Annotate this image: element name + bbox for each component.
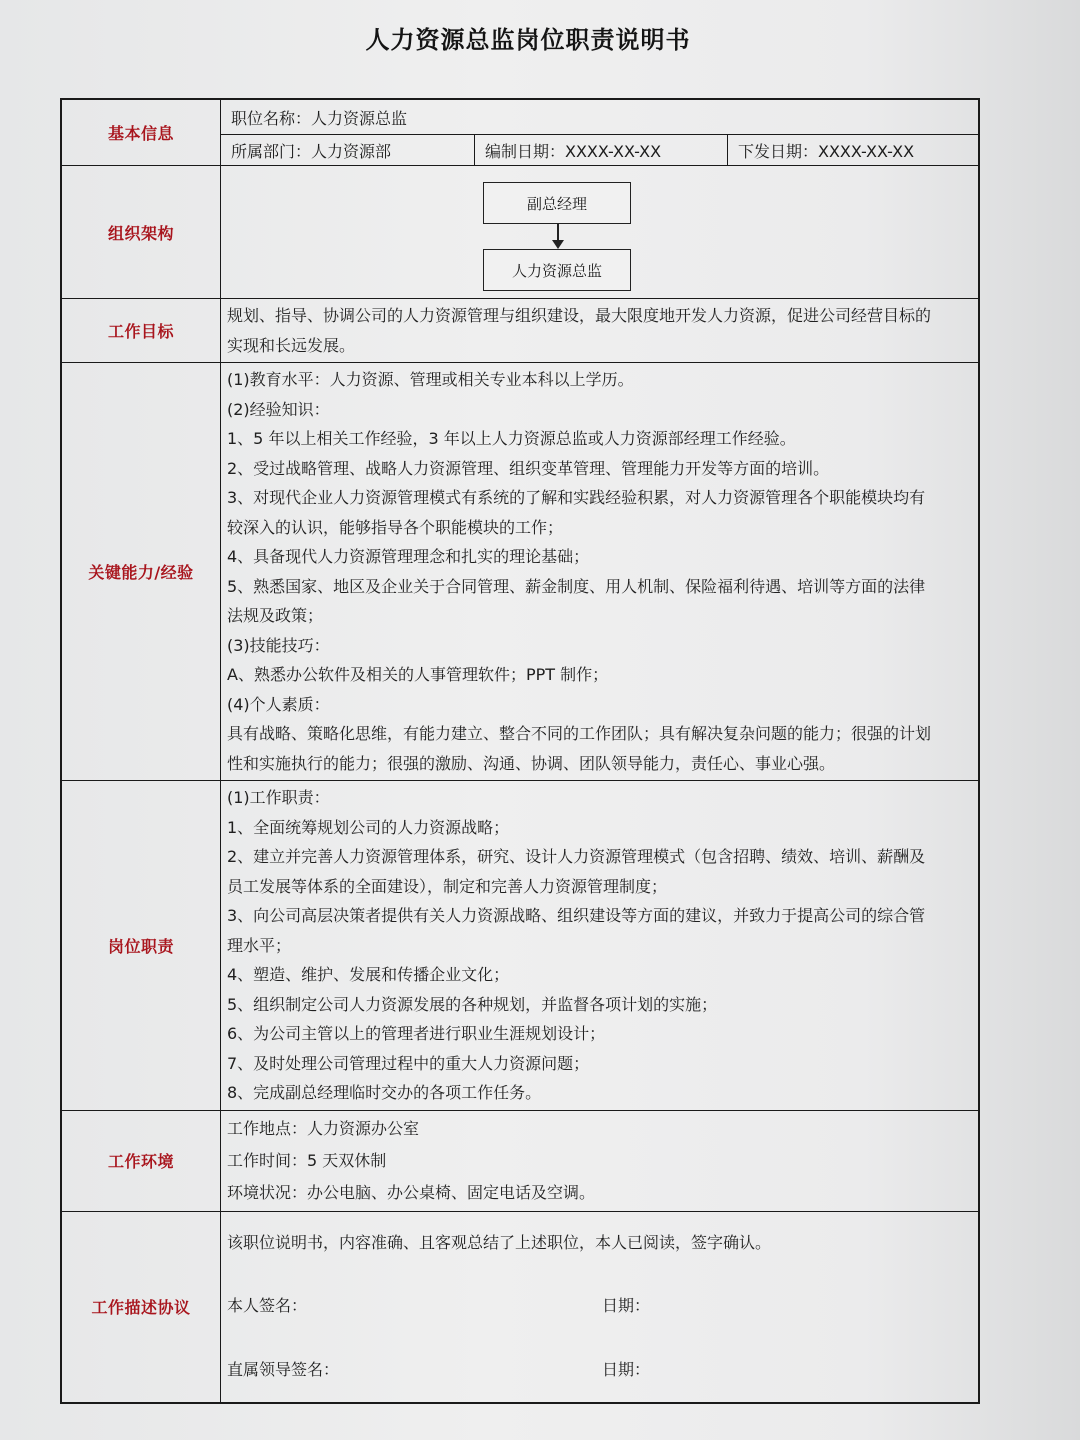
- work-environment-label: 工作环境: [61, 1110, 221, 1211]
- responsibilities-label: 岗位职责: [61, 781, 221, 1111]
- responsibility-line: 1、全面统筹规划公司的人力资源战略；: [227, 817, 510, 837]
- org-box-superior: 副总经理: [483, 182, 631, 224]
- agreement-statement: 该职位说明书，内容准确、且客观总结了上述职位，本人已阅读，签字确认。: [227, 1232, 772, 1252]
- responsibility-line: (1)工作职责：: [227, 788, 330, 807]
- org-chart: [221, 166, 978, 298]
- responsibility-line: 理水平；: [227, 935, 292, 955]
- self-date-field[interactable]: 日期：: [602, 1295, 651, 1315]
- agreement-content: [221, 1211, 980, 1403]
- basic-info-content: [221, 99, 980, 166]
- responsibility-line: 7、及时处理公司管理过程中的重大人力资源问题；: [227, 1053, 590, 1073]
- org-structure-content: [221, 166, 980, 299]
- agreement-row: [61, 1211, 979, 1403]
- arrow-down-icon: [552, 240, 564, 249]
- ability-line: A、熟悉办公软件及相关的人事管理软件；PPT 制作；: [227, 665, 609, 684]
- ability-line: 性和实施执行的能力；很强的激励、沟通、协调、团队领导能力，责任心、事业心强。: [227, 753, 836, 773]
- environment-hours: 工作时间：5 天双休制: [227, 1150, 387, 1170]
- responsibilities-row: [61, 781, 979, 1111]
- responsibility-line: 5、组织制定公司人力资源发展的各种规划，并监督各项计划的实施；: [227, 994, 718, 1014]
- ability-line: 1、5 年以上相关工作经验，3 年以上人力资源总监或人力资源部经理工作经验。: [227, 429, 796, 448]
- org-structure-label: 组织架构: [61, 166, 221, 299]
- org-structure-row: [61, 166, 979, 299]
- ability-line: (4)个人素质：: [227, 694, 330, 714]
- work-goal-content: [221, 299, 980, 363]
- leader-date-field[interactable]: 日期：: [602, 1359, 651, 1379]
- compile-date-field: 编制日期：XXXX-XX-XX: [474, 135, 727, 165]
- work-environment-row: [61, 1110, 979, 1211]
- ability-line: 3、对现代企业人力资源管理模式有系统的了解和实践经验积累，对人力资源管理各个职能模块均有: [227, 488, 926, 507]
- work-goal-line: 规划、指导、协调公司的人力资源管理与组织建设，最大限度地开发人力资源，促进公司经营目标的: [227, 306, 932, 325]
- work-goal-line: 实现和长远发展。: [227, 335, 356, 355]
- ability-line: 5、熟悉国家、地区及企业关于合同管理、薪金制度、用人机制、保险福利待遇、培训等方面的法律: [227, 576, 926, 596]
- work-environment-content: [221, 1110, 980, 1211]
- self-signature-field[interactable]: 本人签名：: [227, 1295, 308, 1315]
- environment-conditions: 环境状况：办公电脑、办公桌椅、固定电话及空调。: [227, 1182, 596, 1202]
- responsibility-line: 4、塑造、维护、发展和传播企业文化；: [227, 965, 510, 984]
- ability-line: (2)经验知识：: [227, 399, 330, 419]
- responsibility-line: 3、向公司高层决策者提供有关人力资源战略、组织建设等方面的建议，并致力于提高公司的综合管: [227, 906, 926, 925]
- responsibility-line: 8、完成副总经理临时交办的各项工作任务。: [227, 1083, 542, 1102]
- ability-line: 4、具备现代人力资源管理理念和扎实的理论基础；: [227, 547, 590, 566]
- ability-line: 2、受过战略管理、战略人力资源管理、组织变革管理、管理能力开发等方面的培训。: [227, 458, 830, 478]
- page-title: 人力资源总监岗位职责说明书: [365, 26, 691, 54]
- agreement-label: 工作描述协议: [61, 1211, 221, 1403]
- job-description-table: [60, 98, 980, 1404]
- basic-info-label: 基本信息: [61, 99, 221, 166]
- ability-line: 法规及政策；: [227, 606, 324, 625]
- department-field: 所属部门：人力资源部: [231, 141, 392, 161]
- issue-date-field: 下发日期：XXXX-XX-XX: [727, 135, 978, 165]
- key-abilities-label: 关键能力/经验: [61, 363, 221, 781]
- environment-location: 工作地点：人力资源办公室: [227, 1118, 420, 1138]
- key-abilities-row: [61, 363, 979, 781]
- ability-line: 较深入的认识，能够指导各个职能模块的工作；: [227, 517, 564, 537]
- work-goal-label: 工作目标: [61, 299, 221, 363]
- ability-line: (3)技能技巧：: [227, 635, 330, 655]
- responsibility-line: 员工发展等体系的全面建设），制定和完善人力资源管理制度；: [227, 876, 668, 896]
- work-goal-row: [61, 299, 979, 363]
- responsibilities-content: [221, 781, 980, 1111]
- ability-line: 具有战略、策略化思维，有能力建立、整合不同的工作团队；具有解决复杂问题的能力；很强的计划: [227, 724, 932, 743]
- org-box-position: 人力资源总监: [483, 249, 631, 291]
- key-abilities-content: [221, 363, 980, 781]
- leader-signature-row: [227, 1338, 972, 1402]
- responsibility-line: 6、为公司主管以上的管理者进行职业生涯规划设计；: [227, 1024, 606, 1043]
- leader-signature-field[interactable]: 直属领导签名：: [227, 1359, 340, 1379]
- basic-info-row: [61, 99, 979, 166]
- self-signature-row: [227, 1274, 972, 1338]
- ability-line: (1)教育水平：人力资源、管理或相关专业本科以上学历。: [227, 370, 634, 389]
- responsibility-line: 2、建立并完善人力资源管理体系，研究、设计人力资源管理模式（包含招聘、绩效、培训、薪酬及: [227, 847, 926, 866]
- position-name-field: 职位名称：人力资源总监: [231, 108, 408, 128]
